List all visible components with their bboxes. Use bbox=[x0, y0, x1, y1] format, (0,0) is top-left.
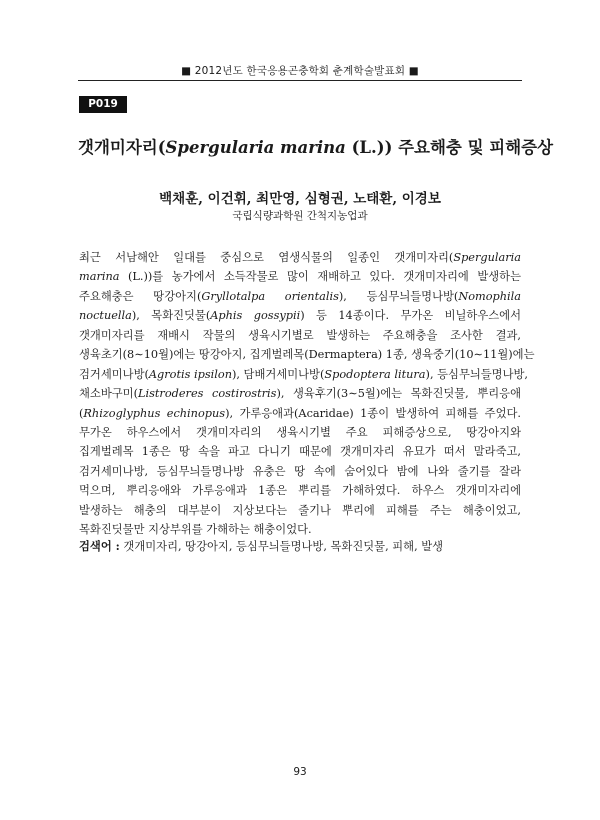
abstract-text: 최근 서남해안 일대를 중심으로 염생식물의 일종인 갯개미자리( bbox=[79, 251, 454, 264]
abstract-text: 무가온 하우스에서 갯개미자리의 생육시기별 주요 피해증상으로, 땅강아지와 bbox=[79, 425, 521, 439]
abstract-line bbox=[79, 462, 521, 481]
keywords-label: 검색어 : bbox=[79, 539, 120, 553]
abstract-line bbox=[79, 404, 521, 423]
abstract-text: 목화진딧물만 지상부위를 가해하는 해충이었다. bbox=[79, 523, 312, 537]
abstract-line bbox=[79, 345, 535, 364]
abstract-text: ), 가루응애과(Acaridae) 1종이 발생하여 피해를 주었다. bbox=[225, 406, 521, 420]
abstract-text: ), 담배거세미나방( bbox=[231, 367, 325, 381]
title-korean-suffix: 주요해충 및 피해증상 bbox=[392, 138, 554, 157]
page-number: 93 bbox=[293, 766, 307, 778]
abstract-line bbox=[79, 326, 521, 345]
authors-text: 백채훈, 이건휘, 최만영, 심형권, 노태환, 이경보 bbox=[159, 191, 441, 207]
abstract-text: ), 목화진딧물( bbox=[131, 309, 211, 323]
affiliation: 국립식량과학원 간척지농업과 bbox=[232, 210, 368, 222]
abstract-scientific-name: Spodoptera litura bbox=[324, 367, 426, 381]
abstract-scientific-name: Listroderes costirostris bbox=[137, 387, 277, 401]
abstract-text: 주요해충은 땅강아지( bbox=[79, 289, 202, 303]
header-divider bbox=[78, 80, 522, 81]
abstract-text: 검거세미나방( bbox=[79, 367, 149, 381]
abstract-line bbox=[79, 365, 529, 384]
abstract-line bbox=[79, 481, 521, 500]
abstract-scientific-name: Gryllotalpa orientalis bbox=[201, 289, 339, 303]
abstract-line bbox=[79, 267, 521, 286]
abstract-scientific-name: Aphis gossypii bbox=[210, 309, 301, 323]
title-author-abbr: (L.)) bbox=[345, 138, 393, 157]
abstract-text: 갯개미자리를 재배시 작물의 생육시기별로 발생하는 주요해충을 조사한 결과, bbox=[79, 328, 521, 342]
poster-code-badge: P019 bbox=[79, 96, 127, 113]
author-list bbox=[78, 187, 522, 207]
title-scientific-name: Spergularia marina bbox=[165, 138, 346, 157]
abstract-scientific-name: Rhizoglyphus echinopus bbox=[83, 406, 226, 420]
conference-header: ■ 2012년도 한국응용곤충학회 춘계학술발표회 ■ bbox=[181, 65, 419, 77]
abstract-text: (L.))를 농가에서 소득작물로 많이 재배하고 있다. 갯개미자리에 발생하는 bbox=[119, 270, 521, 284]
abstract-text: 집게벌레목 1종은 땅 속을 파고 다니기 때문에 갯개미자리 유묘가 떠서 말라죽고, bbox=[79, 445, 521, 459]
abstract-text: ( bbox=[79, 406, 84, 420]
abstract-scientific-name: Spergularia bbox=[453, 251, 521, 264]
abstract-text: 생육초기(8∼10월)에는 땅강아지, 집게벌레목(Dermaptera) 1종, 생육중기(10∼11월)에는 bbox=[79, 348, 535, 362]
abstract-text: ), 생육후기(3∼5월)에는 목화진딧물, 뿌리응애 bbox=[276, 387, 521, 401]
abstract-line bbox=[79, 423, 521, 442]
abstract-text: 검거세미나방, 등심무늬들명나방 유충은 땅 속에 숨어있다 밤에 나와 줄기를 잘라 bbox=[79, 464, 521, 478]
keywords-line bbox=[79, 538, 521, 554]
abstract-text: ), 등심무늬들명나방, bbox=[425, 367, 529, 381]
abstract-text: 먹으며, 뿌리응애와 가루응애과 1종은 뿌리를 가해하였다. 하우스 갯개미자리에 bbox=[79, 484, 521, 498]
abstract-scientific-name: Nomophila bbox=[458, 289, 521, 303]
abstract-text: ), 등심무늬들명나방( bbox=[338, 289, 459, 303]
abstract-text: ) 등 14종이다. 무가온 비닐하우스에서 bbox=[300, 309, 521, 323]
abstract-line bbox=[79, 287, 521, 306]
abstract-line bbox=[79, 442, 521, 461]
abstract-line bbox=[79, 306, 521, 325]
abstract-body bbox=[79, 248, 535, 540]
abstract-line bbox=[79, 501, 521, 520]
abstract-line bbox=[79, 520, 521, 539]
abstract-scientific-name: marina bbox=[79, 270, 120, 284]
abstract-line bbox=[79, 384, 521, 403]
abstract-scientific-name: Agrotis ipsilon bbox=[148, 367, 232, 381]
abstract-line bbox=[79, 248, 521, 267]
keywords-text: 갯개미자리, 땅강아지, 등심무늬들명나방, 목화진딧물, 피해, 발생 bbox=[119, 540, 444, 553]
abstract-scientific-name: noctuella bbox=[79, 309, 132, 323]
abstract-text: 채소바구미( bbox=[79, 387, 138, 401]
paper-title bbox=[78, 134, 554, 158]
title-korean-prefix: 갯개미자리( bbox=[78, 138, 166, 157]
abstract-text: 발생하는 해충의 대부분이 지상보다는 줄기나 뿌리에 피해를 주는 해충이었고, bbox=[79, 503, 521, 517]
